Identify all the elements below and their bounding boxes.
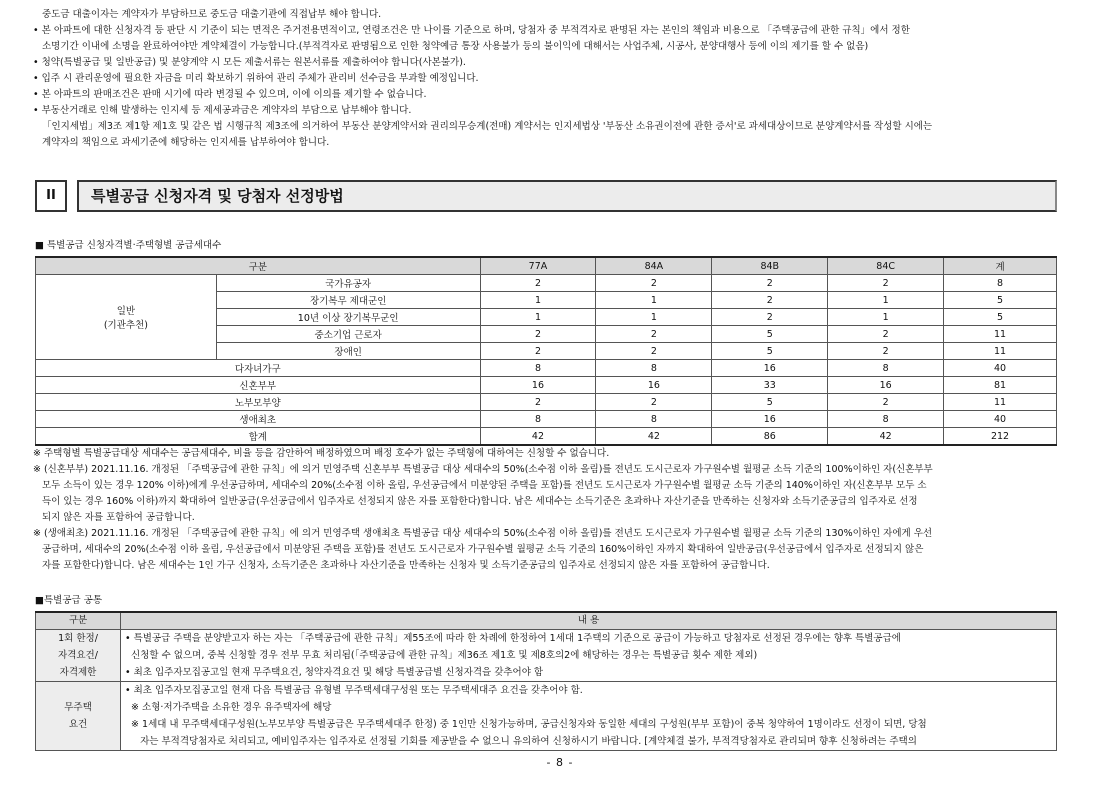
intro-line: • 본 아파트의 판매조건은 판매 시기에 따라 변경될 수 있으며, 이에 이의를 제기할 수 없습니다. [33,89,427,100]
criteria-label-line: 자격제한 [59,667,97,678]
row-label: 장기복무 제대군인 [216,292,480,309]
table-cell: 2 [596,326,712,343]
table-cell: 16 [712,411,828,428]
group-label-line: (기관추천) [103,320,148,331]
table-cell: 42 [828,428,944,446]
table-cell: 2 [712,275,828,292]
table-cell: 5 [712,343,828,360]
row-label: 장애인 [216,343,480,360]
table-row [36,682,1057,751]
table1-header: 84B [712,257,828,275]
note-line: 자를 포함한다)합니다. 남은 세대수는 1인 가구 신청자, 소득기준은 초과하나 자산기준을 만족하는 신청자 및 소득기준공급의 입주자로 선정되지 않은 자를 포함하여 공급합니다. [42,560,770,571]
table-cell: 8 [480,411,596,428]
table-cell: 11 [944,326,1057,343]
table-cell: 2 [480,275,596,292]
table-cell: 2 [828,326,944,343]
criteria-line: • 최초 입주자모집공고일 현재 다음 특별공급 유형별 무주택세대구성원 또는 무주택세대주 요건을 갖추어야 함. [125,685,583,696]
row-label: 중소기업 근로자 [216,326,480,343]
table-cell: 5 [712,326,828,343]
table-cell: 1 [828,292,944,309]
table-cell: 81 [944,377,1057,394]
criteria-label [36,682,121,751]
table-row [36,411,1057,428]
intro-line: 소명기간 이내에 소명을 완료하여야만 계약체결이 가능합니다.(부적격자로 판명됨으로 인한 청약예금 통장 사용불가 등의 불이익에 대해서는 사업주체, 시공사, 분양대행사 등에 이의 제기를 할 수 없음) [42,41,869,52]
table-cell: 8 [480,360,596,377]
table-cell: 11 [944,343,1057,360]
table-cell: 16 [596,377,712,394]
table-cell: 2 [712,309,828,326]
criteria-line: ※ 1세대 내 무주택세대구성원(노부모부양 특별공급은 무주택세대주 한정) 중 1인만 신청가능하며, 공급신청자와 동일한 세대의 구성원(부부 포함)이 중복 청약하여 1명이라도 선정이 되면, 당첨 [125,719,927,730]
note-line: 모두 소득이 있는 경우 120% 이하)에게 우선공급하며, 세대수의 20%(소수점 이하 올림, 우선공급에서 미분양된 주택을 포함)를 전년도 도시근로자 가구원수별 월평균 소득 기준의 140%이하인 자(신혼부부 모두 소 [42,480,927,491]
table-cell: 1 [596,309,712,326]
table-row [36,377,1057,394]
table-cell: 8 [828,411,944,428]
criteria-label [36,630,121,682]
intro-line: 중도금 대출이자는 계약자가 부담하므로 중도금 대출기관에 직접납부 해야 합니다. [42,9,382,20]
row-label: 10년 이상 장기복무군인 [216,309,480,326]
table-cell: 1 [596,292,712,309]
table-cell: 8 [828,360,944,377]
table-cell: 5 [712,394,828,411]
table-cell: 40 [944,360,1057,377]
table-cell: 86 [712,428,828,446]
table-cell: 40 [944,411,1057,428]
table-row [36,360,1057,377]
group-label-line: 일반 [116,306,136,317]
table-cell: 2 [596,343,712,360]
table-cell: 2 [712,292,828,309]
table-cell: 2 [828,275,944,292]
table1-header: 계 [944,257,1057,275]
table-cell: 5 [944,309,1057,326]
table-cell: 11 [944,394,1057,411]
criteria-content [121,682,1057,751]
note-line: ※ (생애최초) 2021.11.16. 개정된 「주택공급에 관한 규칙」에 의거 민영주택 생애최초 특별공급 대상 세대수의 50%(소수점 이하 올림)를 전년도 도시근로자 가구원수별 월평균 소득 기준의 130%이하인 자에게 우선 [33,528,933,539]
criteria-line: • 최초 입주자모집공고일 현재 무주택요건, 청약자격요건 및 해당 특별공급별 신청자격을 갖추어야 함 [125,667,544,678]
intro-line: • 본 아파트에 대한 신청자격 등 판단 시 기준이 되는 면적은 주거전용면적이고, 연령조건은 만 나이를 기준으로 하며, 당첨자 중 부적격자로 판명된 자는 본인의 책임과 비용으로 「주택공급에 관한 규칙」에서 정한 [33,25,910,36]
table-cell: 16 [828,377,944,394]
row-label: 국가유공자 [216,275,480,292]
table1-header: 84C [828,257,944,275]
table-cell: 8 [596,360,712,377]
criteria-content [121,630,1057,682]
intro-line: • 부동산거래로 인해 발생하는 인지세 등 제세공과금은 계약자의 부담으로 납부해야 합니다. [33,105,412,116]
table-cell: 1 [828,309,944,326]
table2-header: 내 용 [121,612,1057,630]
criteria-label-line: 요건 [68,719,88,730]
criteria-label-line: 자격요건/ [58,650,98,661]
table-row [36,428,1057,446]
criteria-line: 신청할 수 없으며, 중복 신청할 경우 전부 무효 처리됨(「주택공급에 관한 규칙」제36조 제1호 및 제8호의2에 해당하는 경우는 특별공급 횟수 제한 제외) [125,650,758,661]
table-cell: 1 [480,292,596,309]
row-label: 다자녀가구 [36,360,481,377]
section-number: II [35,180,67,212]
table-cell: 33 [712,377,828,394]
table-cell: 2 [480,394,596,411]
intro-notes [33,7,1093,151]
table-row [36,394,1057,411]
note-line: 공급하며, 세대수의 20%(소수점 이하 올림, 우선공급에서 미분양된 주택을 포함)를 전년도 도시근로자 가구원수별 월평균 소득 기준의 160%이하인 자까지 확대하여 일반공급(우선공급에서 입주자로 선정되지 않은 [42,544,924,555]
criteria-label-line: 1회 한정/ [58,633,98,644]
table-cell: 2 [480,326,596,343]
table2-header: 구분 [36,612,121,630]
table-cell: 2 [828,343,944,360]
note-line: 되지 않은 자를 포함하여 공급합니다. [42,512,195,523]
table1-header: 77A [480,257,596,275]
table1-notes [33,446,1057,574]
intro-line: • 입주 시 관리운영에 필요한 자금을 미리 확보하기 위하여 관리 주체가 관리비 선수금을 부과할 예정입니다. [33,73,479,84]
common-criteria-table [35,611,1057,751]
table-cell: 5 [944,292,1057,309]
table-cell: 212 [944,428,1057,446]
row-label: 합계 [36,428,481,446]
supply-count-table [35,256,1057,446]
table-cell: 16 [480,377,596,394]
group-label [36,275,217,360]
intro-line: 「인지세법」제3조 제1항 제1호 및 같은 법 시행규칙 제3조에 의거하여 부동산 분양계약서와 권리의무승계(전매) 계약서는 인지세법상 '부동산 소유권이전에 관한 증서'로 과세대상이므로 분양계약서를 작성할 시에는 [42,121,933,132]
table-cell: 1 [480,309,596,326]
table-row [36,630,1057,682]
table-cell: 42 [596,428,712,446]
table-cell: 2 [596,275,712,292]
table1-caption: ■ 특별공급 신청자격별·주택형별 공급세대수 [35,240,222,251]
intro-line: • 청약(특별공급 및 일반공급) 및 분양계약 시 모든 제출서류는 원본서류를 제출하여야 합니다(사본불가). [33,57,466,68]
table-cell: 2 [480,343,596,360]
row-label: 노부모부양 [36,394,481,411]
row-label: 신혼부부 [36,377,481,394]
criteria-label-line: 무주택 [64,702,92,713]
intro-line: 계약자의 책임으로 과세기준에 해당하는 인지세를 납부하여야 합니다. [42,137,330,148]
table2-caption: ■특별공급 공통 [35,595,103,606]
criteria-line: • 특별공급 주택을 분양받고자 하는 자는 「주택공급에 관한 규칙」제55조에 따라 한 차례에 한정하여 1세대 1주택의 기준으로 공급이 가능하고 당첨자로 선정된 경우에는 향후 특별공급에 [125,633,901,644]
table-cell: 8 [944,275,1057,292]
criteria-line: ※ 소형·저가주택을 소유한 경우 유주택자에 해당 [125,702,332,713]
table-cell: 16 [712,360,828,377]
table-cell: 2 [596,394,712,411]
note-line: ※ 주택형별 특별공급대상 세대수는 공급세대수, 비율 등을 감안하여 배정하였으며 배정 호수가 없는 주택형에 대하여는 신청할 수 없습니다. [33,448,610,459]
note-line: ※ (신혼부부) 2021.11.16. 개정된 「주택공급에 관한 규칙」에 의거 민영주택 신혼부부 특별공급 대상 세대수의 50%(소수점 이하 올림)를 전년도 도시근로자 가구원수별 월평균 소득 기준의 100%이하인 자(신혼부부 [33,464,933,475]
table-cell: 42 [480,428,596,446]
table-row [36,275,1057,292]
table1-header: 구분 [36,257,481,275]
note-line: 득이 있는 경우 160% 이하)까지 확대하여 일반공급(우선공급에서 입주자로 선정되지 않은 자를 포함한다)합니다. 남은 세대수는 소득기준은 초과하나 자산기준을 만족하는 신청자와 소득기준공급의 입주자로 선정 [42,496,918,507]
table1-header: 84A [596,257,712,275]
table-cell: 2 [828,394,944,411]
section-heading [35,180,1057,212]
row-label: 생애최초 [36,411,481,428]
section-title: 특별공급 신청자격 및 당첨자 선정방법 [77,180,1057,212]
criteria-line: 자는 부적격당첨자로 처리되고, 예비입주자는 입주자로 선정될 기회를 제공받을 수 없으니 유의하여 신청하시기 바랍니다. [계약체결 불가, 부적격당첨자로 관리되며 향후 신청하려는 주택의 [125,736,917,747]
table-cell: 8 [596,411,712,428]
page-number: - 8 - [546,756,574,769]
